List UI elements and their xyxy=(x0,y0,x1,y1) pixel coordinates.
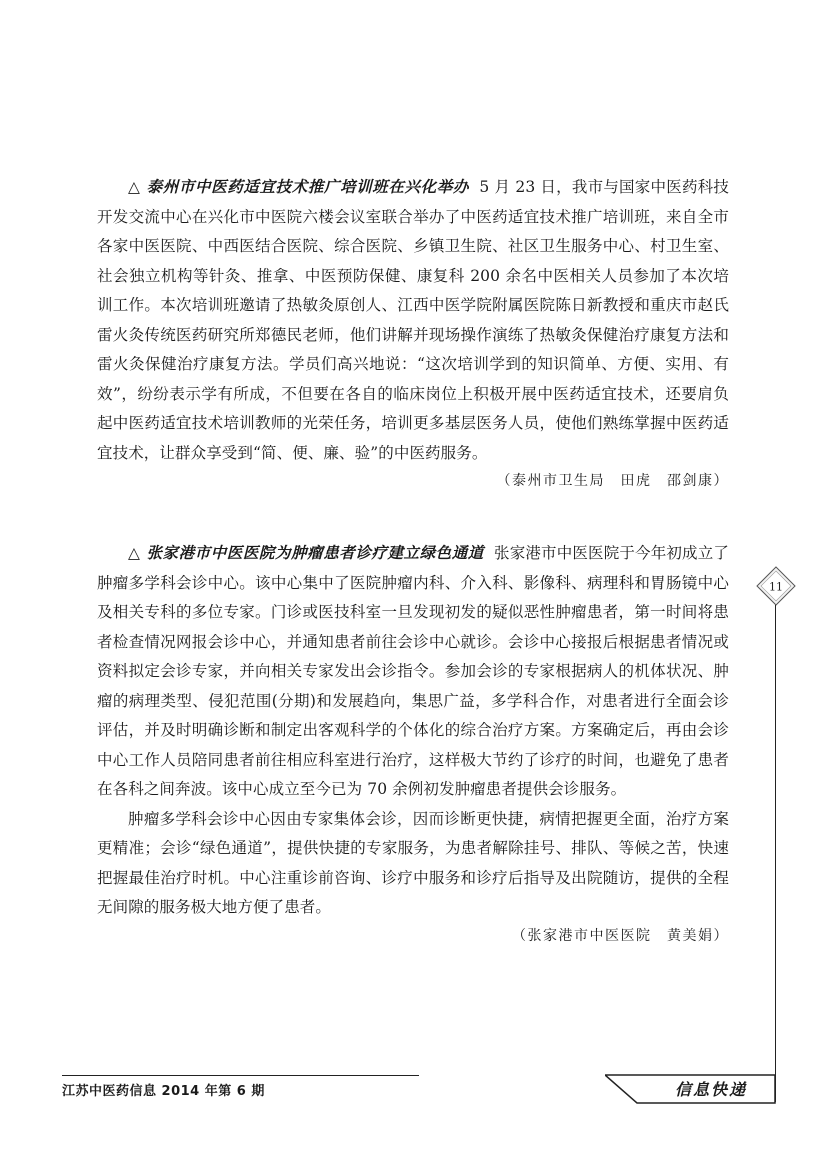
article-body-paragraph xyxy=(97,173,729,468)
article-byline: （张家港市中医医院 黄美娟） xyxy=(512,927,729,944)
article-byline: （泰州市卫生局 田虎 邵剑康） xyxy=(496,473,729,489)
article-taizhou xyxy=(97,173,729,490)
article-title: △ 泰州市中医药适宜技术推广培训班在兴化举办 xyxy=(128,178,470,196)
article-text: 5 月 23 日，我市与国家中医药科技开发交流中心在兴化市中医院六楼会议室联合举办了中医药适宜技术推广培训班，来自全市各家中医医院、中西医结合医院、综合医院、乡镇卫生院、社区卫生服务中心、村卫生室、社会独立机构等针灸、推拿、中医预防保健、康复科 200 余名中医相关人员参加了本次培训工作。本次培训班邀请了热敏灸原创人、江西中医学院附属医院陈日新教授和重庆市赵氏雷火灸传统医药研究所郑德民老师，他们讲解并现场操作演练了热敏灸保健治疗康复方法和雷火灸保健治疗康复方法。学员们高兴地说：“这次培训学到的知识简单、方便、实用、有效”，纷纷表示学有所成，不但要在各自的临床岗位上积极开展中医药适宜技术，还要肩负起中医药适宜技术培训教师的光荣任务，培训更多基层医务人员，使他们熟练掌握中医药适宜技术，让群众享受到“简、便、廉、验”的中医药服务。 xyxy=(97,178,729,462)
footer-rule xyxy=(62,1075,419,1076)
article-body-paragraph: 肿瘤多学科会诊中心因由专家集体会诊，因而诊断更快捷，病情把握更全面，治疗方案更精准；会诊“绿色通道”，提供快捷的专家服务，为患者解除挂号、排队、等候之苦，快速把握最佳治疗时机。中心注重诊前咨询、诊疗中服务和诊疗后指导及出院随访，提供的全程无间隙的服务极大地方便了患者。 xyxy=(97,809,729,916)
article-body-paragraph xyxy=(97,539,729,805)
article-title: △ 张家港市中医医院为肿瘤患者诊疗建立绿色通道 xyxy=(128,544,484,562)
article-zhangjiagang xyxy=(97,539,729,945)
margin-rule xyxy=(775,605,776,1102)
triangle-marker-icon: △ xyxy=(128,544,141,562)
journal-name: 江苏中医药信息 2014 年第 6 期 xyxy=(62,1084,265,1099)
page-number: 11 xyxy=(769,580,783,594)
article-text: 张家港市中医医院于今年初成立了肿瘤多学科会诊中心。该中心集中了医院肿瘤内科、介入科、影像科、病理科和胃肠镜中心及相关专科的多位专家。门诊或医技科室一旦发现初发的疑似恶性肿瘤患者，第一时间将患者检查情况网报会诊中心，并通知患者前往会诊中心就诊。会诊中心接报后根据患者情况或资料拟定会诊专家，并向相关专家发出会诊指令。参加会诊的专家根据病人的机体状况、肿瘤的病理类型、侵犯范围(分期)和发展趋向，集思广益，多学科合作，对患者进行全面会诊评估，并及时明确诊断和制定出客观科学的个体化的综合治疗方案。方案确定后，再由会诊中心工作人员陪同患者前往相应科室进行治疗，这样极大节约了诊疗的时间，也避免了患者在各科之间奔波。该中心成立至今已为 70 余例初发肿瘤患者提供会诊服务。 xyxy=(97,544,729,798)
triangle-marker-icon: △ xyxy=(128,178,141,196)
page-number-tab xyxy=(755,565,797,607)
section-label: 信息快递 xyxy=(675,1080,748,1099)
